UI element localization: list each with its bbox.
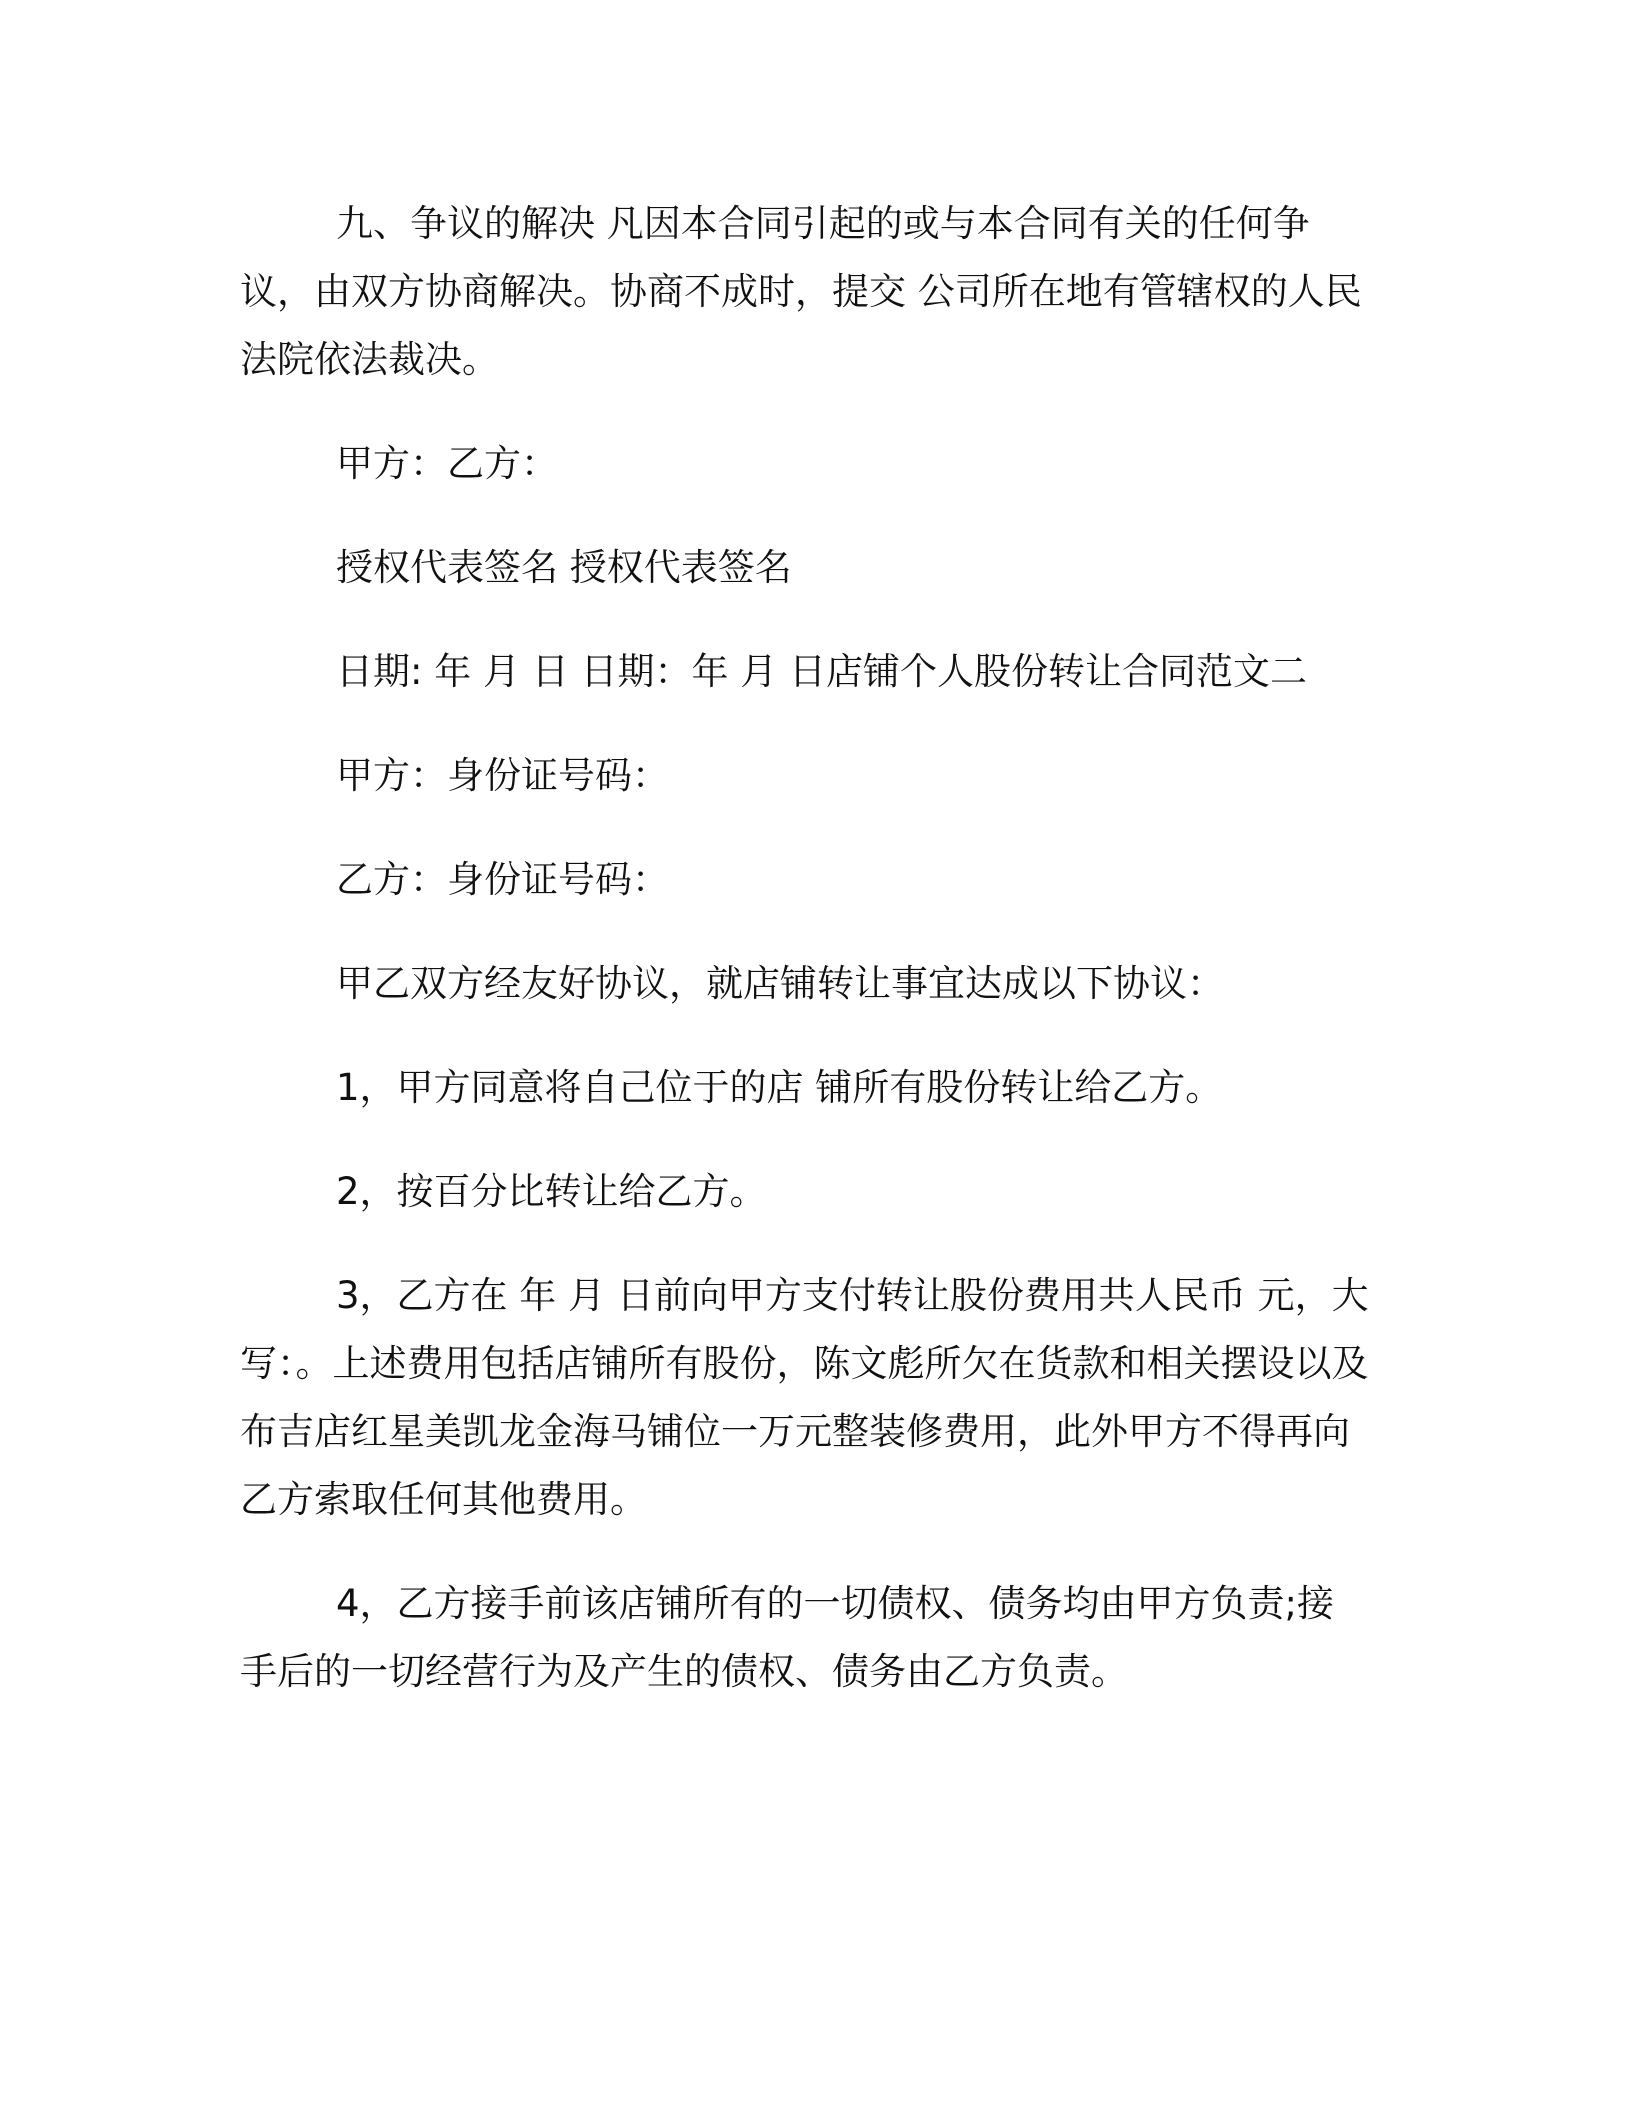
document-body: [240, 190, 1370, 1742]
party-b-id-line: 乙方：身份证号码：: [336, 858, 669, 901]
clause-dispute-resolution: 九、争议的解决 凡因本合同引起的或与本合同有关的任何争议，由双方协商解决。协商不成时，提交 公司所在地有管辖权的人民法院依法裁决。: [240, 202, 1362, 381]
signature-parties-line: 甲方：乙方：: [336, 442, 558, 485]
clause-4: 4，乙方接手前该店铺所有的一切债权、债务均由甲方负责;接手后的一切经营行为及产生的债权、债务由乙方负责。: [240, 1582, 1335, 1693]
clause-1: 1，甲方同意将自己位于的店 铺所有股份转让给乙方。: [336, 1066, 1223, 1109]
clause-3: 3，乙方在 年 月 日前向甲方支付转让股份费用共人民币 元，大写：。上述费用包括店铺所有股份，陈文彪所欠在货款和相关摆设以及布吉店红星美凯龙金海马铺位一万元整装修费用，此外甲方不得再向乙方索取任何其他费用。: [240, 1274, 1369, 1521]
signature-representatives-line: 授权代表签名 授权代表签名: [336, 546, 792, 589]
agreement-intro: 甲乙双方经友好协议，就店铺转让事宜达成以下协议：: [336, 962, 1224, 1005]
party-a-id-line: 甲方：身份证号码：: [336, 754, 669, 797]
clause-2: 2，按百分比转让给乙方。: [336, 1170, 767, 1213]
date-line: 日期: 年 月 日 日期：年 月 日店铺个人股份转让合同范文二: [336, 650, 1308, 693]
